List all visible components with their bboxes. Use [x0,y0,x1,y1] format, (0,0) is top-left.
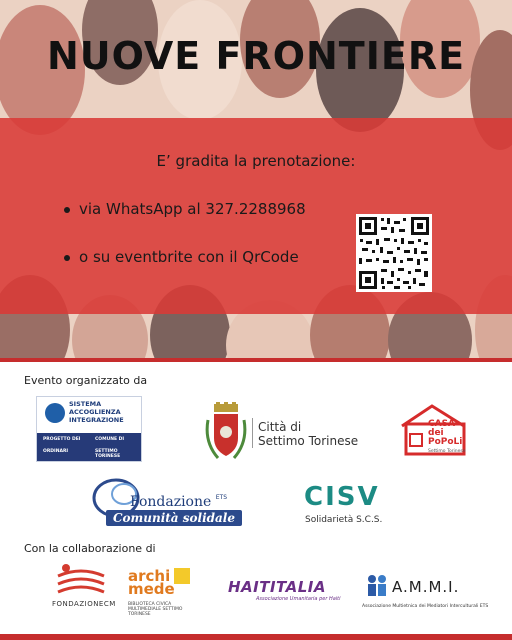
ammi-logo: A.M.M.I. [392,578,460,596]
page-title: NUOVE FRONTIERE [46,34,466,78]
fecm-logo-icon [54,562,108,600]
settimo-line2: Settimo Torinese [258,434,359,448]
archimede-l2: mede [128,580,175,598]
sai-bar-left-top: PROGETTO DEI [43,437,81,442]
qr-code[interactable] [356,214,432,292]
fecm-name: FONDAZIONECM [52,600,116,608]
booking-item-text: via WhatsApp al 327.2288968 [79,200,306,218]
cisv-logo: CISV [304,482,380,512]
haititalia-subtitle: Associazione Umanitaria per Haiti [256,596,341,602]
settimo-line1: Città di [258,420,302,434]
booking-heading: E’ gradita la prenotazione: [156,152,356,170]
settimo-logo-text [258,420,358,448]
archimede-subtitle: BIBLIOTECA CIVICA MULTIMEDIALE SETTIMO TORINESE [128,602,183,617]
fondazione-subtitle: Comunità solidale [106,510,242,526]
sai-line3: INTEGRAZIONE [69,416,124,424]
sai-bar-right-bottom: SETTIMO TORINESE [95,449,121,459]
archimede-accent [174,568,190,584]
fondazione-name-text: Fondazione [130,494,212,510]
divider-line [0,358,512,362]
sai-line1: SISTEMA [69,400,102,408]
sai-bar-left-bottom: ORDINARI [43,449,69,454]
sai-circle-icon [45,403,65,423]
cisv-subtitle: Solidarietà S.C.S. [305,515,383,525]
fondazione-name [130,494,227,510]
haititalia-logo: HAITITALIA [228,578,326,596]
sai-line2: ACCOGLIENZA [69,408,121,416]
sai-bar-right-top: COMUNE DI [95,437,125,442]
booking-item-whatsapp [64,200,306,218]
collab-label: Con la collaborazione di [24,542,156,555]
sai-logo [36,396,142,462]
casa-line3: Settimo Torinese [428,449,466,454]
qr-code-icon [356,214,432,292]
fondazione-ets: ETS [215,494,228,501]
ammi-people-icon [366,574,388,598]
booking-item-text: o su eventbrite con il QrCode [79,248,299,266]
bullet-icon [64,207,70,213]
casa-dei-popoli-logo [398,404,468,456]
casa-line1: CASA dei [428,419,456,438]
archimede-logo [128,567,175,598]
settimo-crest-icon [204,402,248,462]
bottom-divider [0,634,512,640]
bullet-icon [64,255,70,261]
settimo-separator [252,418,253,448]
archimede-l1: archi [128,567,171,585]
booking-item-eventbrite [64,248,299,266]
organized-label: Evento organizzato da [24,374,148,387]
casa-line2: PoPoLi [428,437,463,447]
ammi-subtitle: Associazione Multietnica dei Mediatori Interculturali ETS [362,604,489,609]
